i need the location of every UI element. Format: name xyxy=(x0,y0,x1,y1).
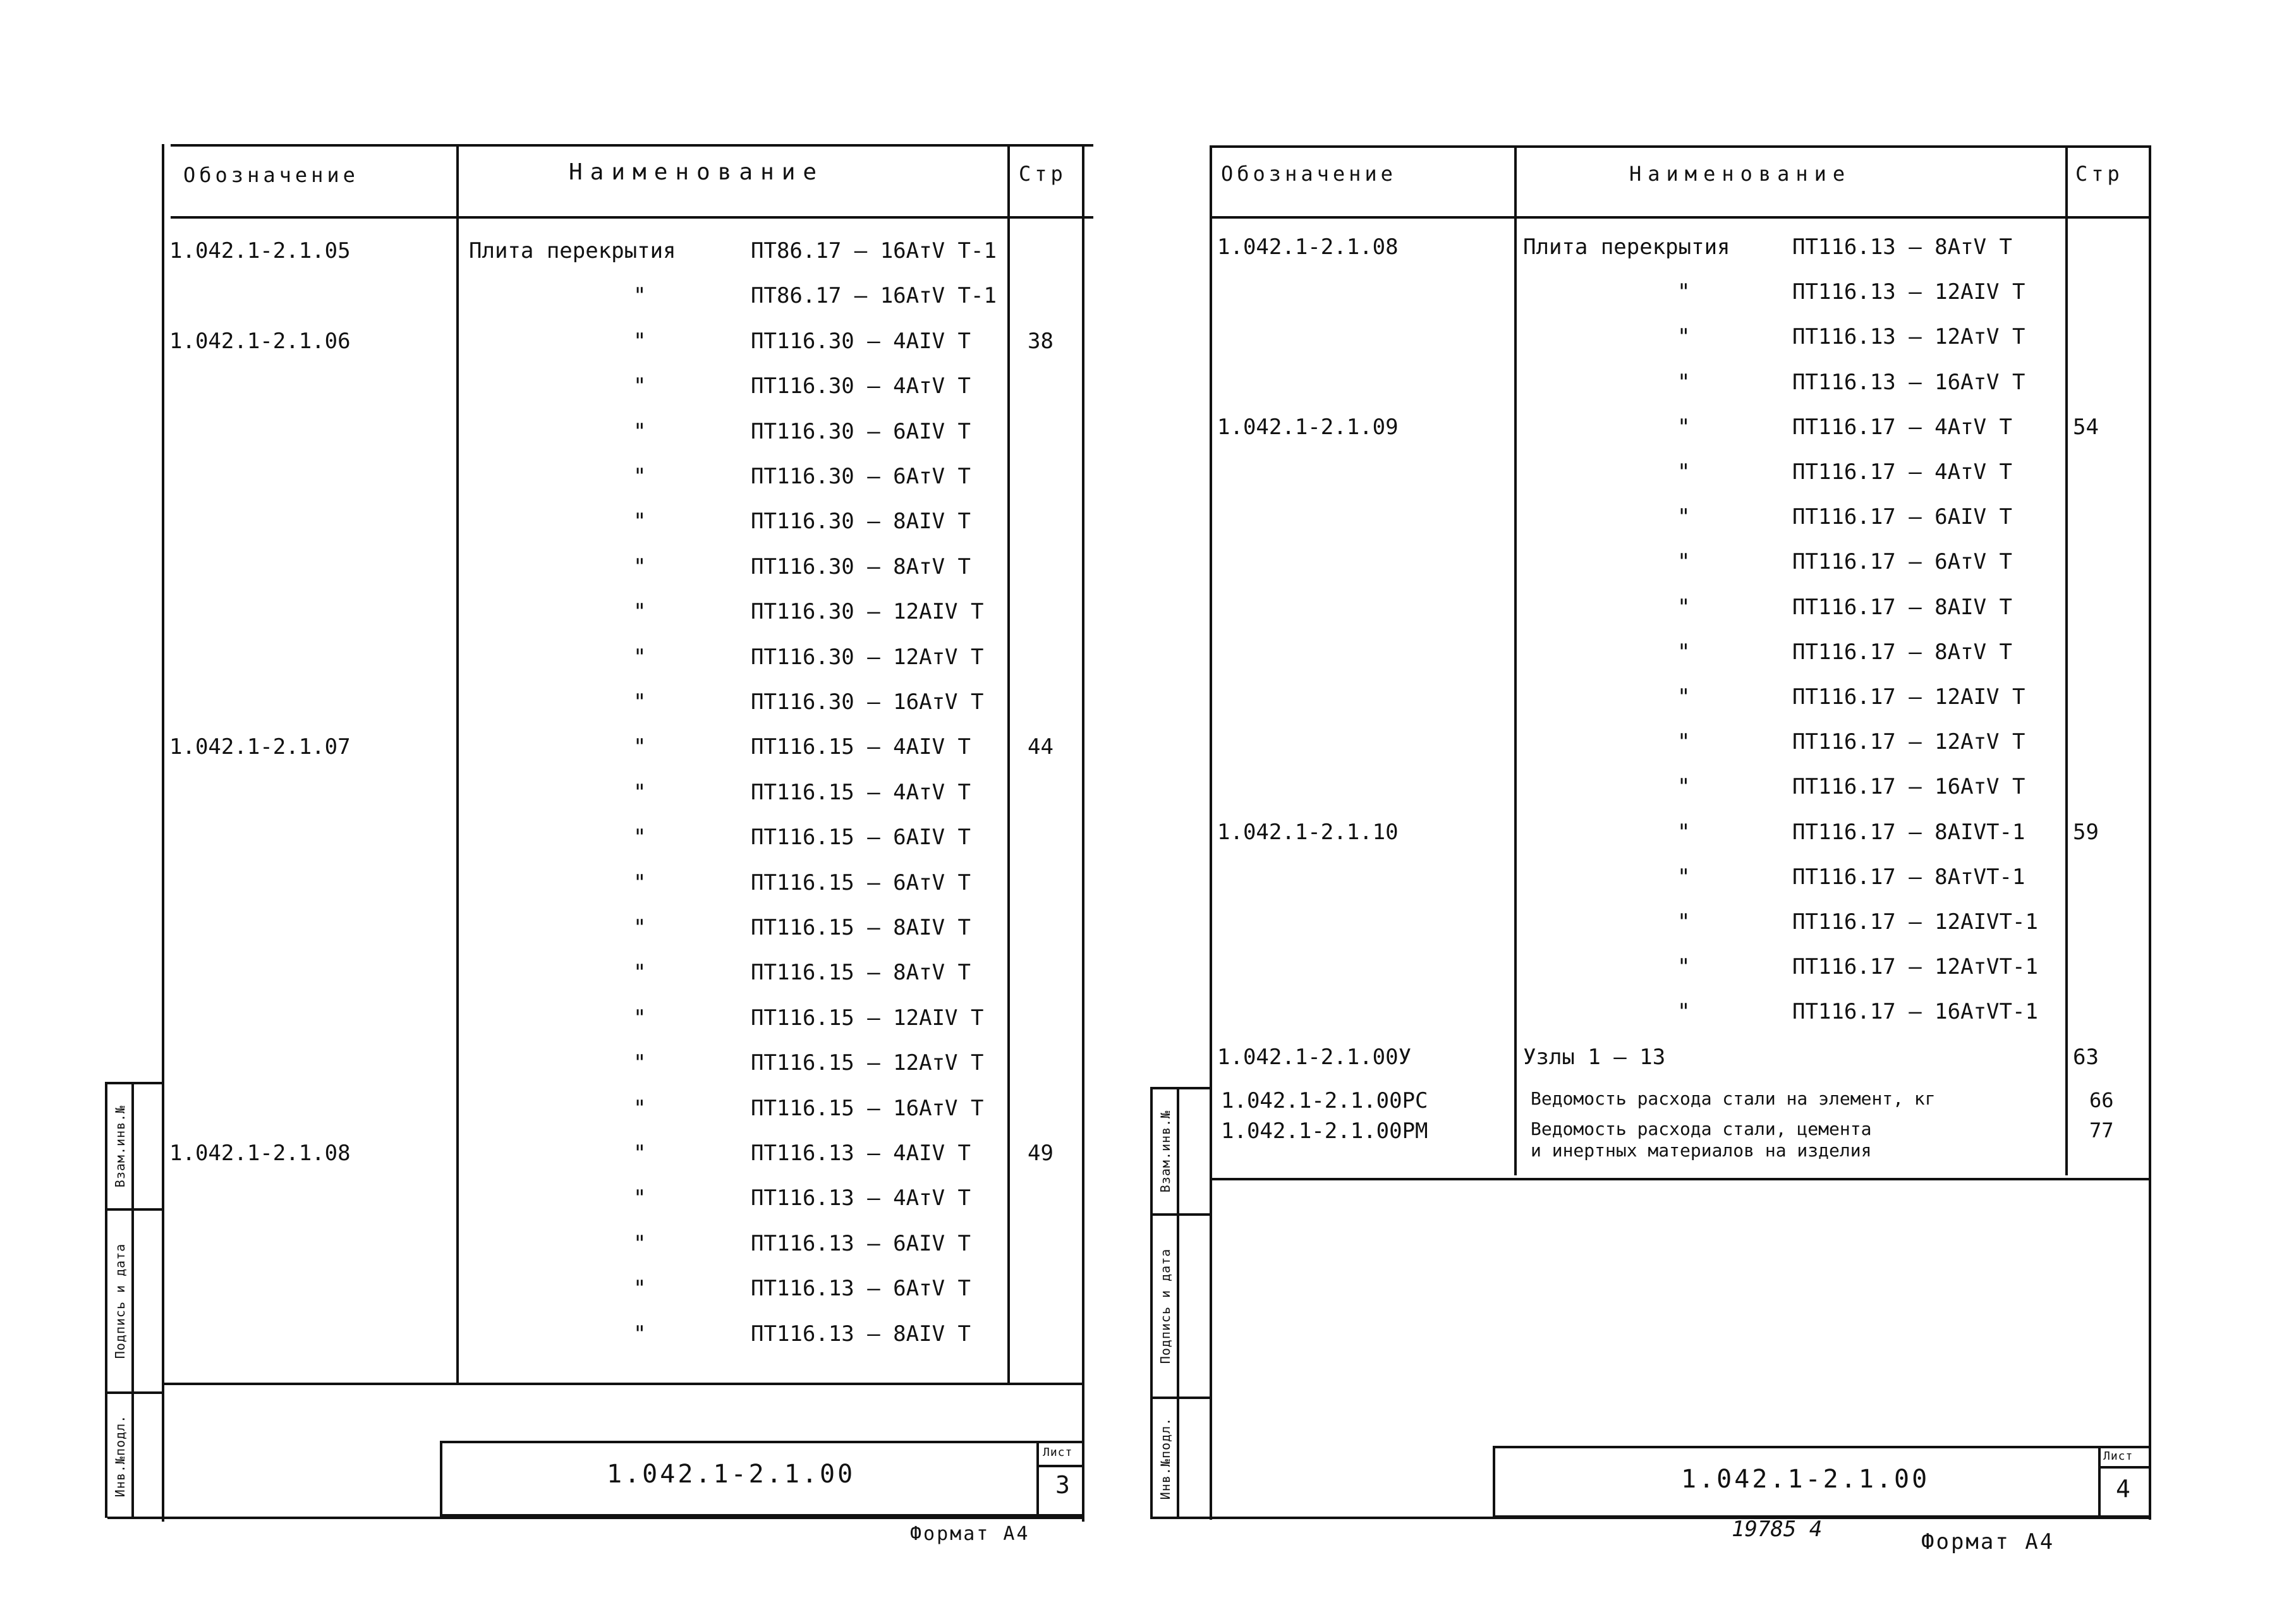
left-row-mark: ПТ116.15 – 8АтV Т xyxy=(751,960,971,986)
left-row-code: 1.042.1-2.1.07 xyxy=(169,734,351,760)
left-row-name: " xyxy=(633,689,647,715)
right-extra-page-2: 77 xyxy=(2089,1118,2114,1142)
left-row-mark: ПТ116.15 – 4АIV Т xyxy=(751,734,971,760)
left-row-page: 44 xyxy=(1028,734,1053,760)
right-row-mark: ПТ116.17 – 12АIV Т xyxy=(1792,684,2025,710)
left-row-mark: ПТ116.30 – 8АтV Т xyxy=(751,554,971,579)
left-row-name: " xyxy=(633,464,647,489)
left-row-name: " xyxy=(633,1230,647,1256)
right-header-bottom xyxy=(1210,216,2151,219)
right-row-name: " xyxy=(1677,279,1691,305)
right-row-code: 1.042.1-2.1.10 xyxy=(1217,819,1399,845)
right-row-mark: ПТ116.17 – 4АтV Т xyxy=(1792,459,2012,485)
left-row-name: " xyxy=(633,870,647,895)
right-row-name: " xyxy=(1677,684,1691,710)
right-extra-code-2: 1.042.1-2.1.00РМ xyxy=(1221,1118,1428,1144)
right-row-name: " xyxy=(1677,729,1691,755)
right-row-page: 54 xyxy=(2073,414,2099,440)
left-row-name: " xyxy=(633,373,647,399)
left-row-mark: ПТ116.30 – 8АIV Т xyxy=(751,509,971,535)
left-row-mark: ПТ116.30 – 12АтV Т xyxy=(751,644,984,670)
right-row-name: Узлы 1 – 13 xyxy=(1523,1044,1666,1070)
left-row-name: " xyxy=(633,779,647,805)
right-row-mark: ПТ116.17 – 8АIV Т xyxy=(1792,594,2012,620)
left-row-name: " xyxy=(633,825,647,851)
right-row-mark: ПТ116.17 – 12АтV Т xyxy=(1792,729,2025,755)
right-table-row xyxy=(1210,540,2151,584)
right-table-row xyxy=(1210,630,2151,674)
left-row-mark: ПТ116.30 – 4АтV Т xyxy=(751,373,971,399)
right-row-code: 1.042.1-2.1.00У xyxy=(1217,1044,1412,1070)
right-row-mark: ПТ116.17 – 16АтVТ-1 xyxy=(1792,999,2038,1025)
right-table-row xyxy=(1210,585,2151,629)
left-row-name: " xyxy=(633,1050,647,1076)
left-row-mark: ПТ86.17 – 16АтV Т-1 xyxy=(751,283,997,309)
right-row-mark: ПТ116.13 – 12АIV Т xyxy=(1792,279,2025,305)
left-row-code: 1.042.1-2.1.05 xyxy=(169,238,351,264)
left-row-mark: ПТ116.15 – 12АIV Т xyxy=(751,1005,984,1031)
right-row-name: " xyxy=(1677,999,1691,1025)
left-row-name: " xyxy=(633,418,647,444)
right-row-code: 1.042.1-2.1.08 xyxy=(1217,234,1399,260)
right-sheet-number: 4 xyxy=(2116,1475,2130,1503)
right-side-cell-2 xyxy=(1153,1213,1212,1397)
right-row-code: 1.042.1-2.1.09 xyxy=(1217,414,1399,440)
right-row-mark: ПТ116.17 – 12АIVТ-1 xyxy=(1792,909,2038,935)
right-row-name: " xyxy=(1677,909,1691,935)
right-header-page: Стр xyxy=(2075,162,2123,186)
right-table-row xyxy=(1210,1035,2151,1079)
right-table-row xyxy=(1210,495,2151,539)
left-row-mark: ПТ116.30 – 6АIV Т xyxy=(751,418,971,444)
left-row-name: " xyxy=(633,1095,647,1121)
left-row-name: " xyxy=(633,1321,647,1347)
left-row-mark: ПТ116.30 – 4АIV Т xyxy=(751,328,971,354)
right-extra-name-1: Ведомость расхода стали на элемент, кг xyxy=(1531,1088,1936,1109)
left-header-designation: Обозначение xyxy=(183,163,359,187)
left-row-name: " xyxy=(633,1276,647,1302)
right-side-label-2: Подпись и дата xyxy=(1158,1248,1173,1364)
right-side-cell-1 xyxy=(1153,1087,1212,1213)
right-row-name: " xyxy=(1677,639,1691,665)
right-row-name: " xyxy=(1677,414,1691,440)
left-row-mark: ПТ116.13 – 8АIV Т xyxy=(751,1321,971,1347)
right-table-row xyxy=(1210,900,2151,944)
right-row-page: 59 xyxy=(2073,819,2099,845)
right-row-mark: ПТ116.17 – 12АтVТ-1 xyxy=(1792,954,2038,980)
left-row-mark: ПТ116.13 – 6АтV Т xyxy=(751,1276,971,1302)
right-table-row xyxy=(1210,450,2151,494)
right-table-row xyxy=(1210,405,2151,449)
right-title-sheet-hline xyxy=(2098,1466,2151,1469)
left-row-name: " xyxy=(633,734,647,760)
left-row-name: " xyxy=(633,644,647,670)
right-table-row xyxy=(1210,765,2151,809)
left-row-name: " xyxy=(633,283,647,309)
left-format: Формат А4 xyxy=(910,1523,1030,1545)
right-table-row xyxy=(1210,810,2151,854)
left-row-name: " xyxy=(633,1185,647,1211)
right-row-name: Плита перекрытия xyxy=(1523,234,1730,260)
right-table-row xyxy=(1210,990,2151,1034)
right-extra-name-2: Ведомость расхода стали, цемента xyxy=(1531,1118,1872,1139)
right-table-row xyxy=(1210,945,2151,989)
right-table-row xyxy=(1210,360,2151,404)
right-row-name: " xyxy=(1677,819,1691,845)
right-side-label-3: Взам.инв.№ xyxy=(1158,1110,1173,1193)
left-row-name: " xyxy=(633,960,647,986)
left-sheet-number: 3 xyxy=(1055,1471,1070,1499)
right-row-name: " xyxy=(1677,459,1691,485)
right-row-mark: ПТ116.17 – 6АIV Т xyxy=(1792,504,2012,530)
left-row-page: 49 xyxy=(1028,1141,1053,1166)
left-side-label-3: Взам.инв.№ xyxy=(112,1105,128,1188)
left-row-mark: ПТ86.17 – 16АтV Т-1 xyxy=(751,238,997,264)
left-row-mark: ПТ116.15 – 4АтV Т xyxy=(751,779,971,805)
left-row-mark: ПТ116.15 – 6АIV Т xyxy=(751,825,971,851)
right-top-border xyxy=(1210,145,2151,148)
right-row-page: 63 xyxy=(2073,1044,2099,1070)
left-sheet-label: Лист xyxy=(1043,1446,1073,1459)
left-row-mark: ПТ116.15 – 6АтV Т xyxy=(751,870,971,895)
left-header-name: Наименование xyxy=(569,159,825,185)
right-table-row xyxy=(1210,855,2151,899)
left-row-mark: ПТ116.15 – 12АтV Т xyxy=(751,1050,984,1076)
right-table-row xyxy=(1210,675,2151,719)
left-row-mark: ПТ116.30 – 6АтV Т xyxy=(751,464,971,489)
right-table-row xyxy=(1210,225,2151,269)
right-stamp: 19785 4 xyxy=(1732,1517,1823,1542)
left-row-code: 1.042.1-2.1.08 xyxy=(169,1141,351,1166)
right-row-mark: ПТ116.17 – 8АтVТ-1 xyxy=(1792,864,2025,890)
left-row-name: " xyxy=(633,509,647,535)
right-extra-row-1 xyxy=(1210,1088,2151,1120)
right-side-cell-3 xyxy=(1153,1397,1212,1518)
right-header-designation: Обозначение xyxy=(1221,162,1397,186)
left-header-page: Стр xyxy=(1019,162,1067,186)
right-row-name: " xyxy=(1677,594,1691,620)
right-row-name: " xyxy=(1677,774,1691,800)
right-row-name: " xyxy=(1677,324,1691,350)
right-row-name: " xyxy=(1677,504,1691,530)
right-table-body xyxy=(1210,225,2151,1084)
right-table-row xyxy=(1210,270,2151,314)
right-row-name: " xyxy=(1677,954,1691,980)
right-row-name: " xyxy=(1677,549,1691,575)
left-row-mark: ПТ116.30 – 16АтV Т xyxy=(751,689,984,715)
left-row-name: Плита перекрытия xyxy=(469,238,676,264)
left-row-mark: ПТ116.13 – 4АтV Т xyxy=(751,1185,971,1211)
left-row-name: " xyxy=(633,1005,647,1031)
right-row-mark: ПТ116.17 – 4АтV Т xyxy=(1792,414,2012,440)
left-side-label-2: Подпись и дата xyxy=(112,1243,128,1359)
right-row-mark: ПТ116.17 – 6АтV Т xyxy=(1792,549,2012,575)
right-extra-code-1: 1.042.1-2.1.00РС xyxy=(1221,1088,1428,1113)
left-row-name: " xyxy=(633,1141,647,1166)
right-side-label-1: Инв.№подл. xyxy=(1158,1417,1173,1500)
left-title-code: 1.042.1-2.1.00 xyxy=(607,1460,856,1489)
left-row-mark: ПТ116.15 – 8АIV Т xyxy=(751,915,971,940)
right-row-mark: ПТ116.13 – 16АтV Т xyxy=(1792,369,2025,395)
left-row-mark: ПТ116.13 – 4АIV Т xyxy=(751,1141,971,1166)
right-extra-row-2 xyxy=(1210,1118,2151,1169)
right-extra-page-1: 66 xyxy=(2089,1088,2114,1112)
right-table-row xyxy=(1210,720,2151,764)
right-row-mark: ПТ116.17 – 16АтV Т xyxy=(1792,774,2025,800)
left-row-name: " xyxy=(633,328,647,354)
left-row-name: " xyxy=(633,599,647,625)
right-table-row xyxy=(1210,315,2151,359)
left-row-name: " xyxy=(633,554,647,579)
left-row-mark: ПТ116.13 – 6АIV Т xyxy=(751,1230,971,1256)
right-row-mark: ПТ116.13 – 8АтV Т xyxy=(1792,234,2012,260)
right-row-name: " xyxy=(1677,369,1691,395)
right-table-bottom xyxy=(1210,1178,2151,1180)
left-row-mark: ПТ116.15 – 16АтV Т xyxy=(751,1095,984,1121)
right-row-mark: ПТ116.17 – 8АтV Т xyxy=(1792,639,2012,665)
right-row-name: " xyxy=(1677,864,1691,890)
right-header-name: Наименование xyxy=(1629,162,1852,186)
left-row-name: " xyxy=(633,915,647,940)
right-extra-name-2b: и инертных материалов на изделия xyxy=(1531,1140,1872,1161)
right-title-sheet-sep xyxy=(2098,1446,2101,1518)
right-format: Формат А4 xyxy=(1921,1529,2055,1554)
left-row-mark: ПТ116.30 – 12АIV Т xyxy=(751,599,984,625)
right-side-strip xyxy=(1150,1087,1212,1518)
right-sheet-label: Лист xyxy=(2103,1450,2134,1463)
right-title-code: 1.042.1-2.1.00 xyxy=(1681,1465,1930,1494)
right-row-mark: ПТ116.17 – 8АIVТ-1 xyxy=(1792,819,2025,845)
left-row-code: 1.042.1-2.1.06 xyxy=(169,328,351,354)
right-row-mark: ПТ116.13 – 12АтV Т xyxy=(1792,324,2025,350)
left-side-label-1: Инв.№подл. xyxy=(112,1414,128,1498)
left-row-page: 38 xyxy=(1028,328,1053,354)
